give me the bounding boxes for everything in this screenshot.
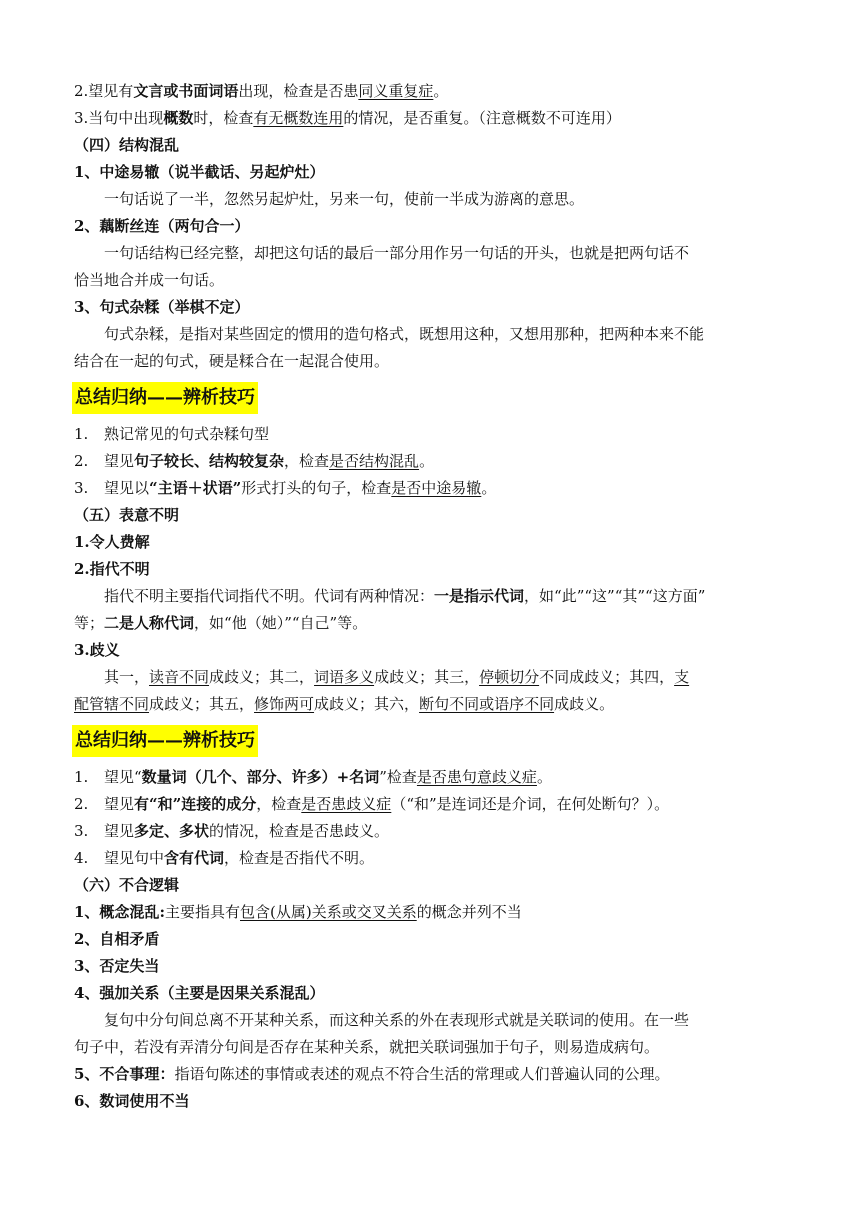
subheading-6-1: 1、概念混乱:主要指具有包含(从属)关系或交叉关系的概念并列不当 [74, 903, 522, 921]
paragraph-5-3-line2: 配管辖不同成歧义；其五，修饰两可成歧义；其六，断句不同或语序不同成歧义。 [74, 695, 615, 713]
paragraph-6-4-line1: 复句中分句间总离不开某种关系，而这种关系的外在表现形式就是关联词的使用。在一些 [104, 1011, 690, 1029]
tip-2-4: 4. 望见句中含有代词，检查是否指代不明。 [74, 849, 375, 867]
paragraph-5-2-line1: 指代不明主要指代词指代不明。代词有两种情况：一是指示代词，如“此”“这”“其”“这方面” [104, 587, 706, 605]
highlight-heading-2: 总结归纳——辨析技巧 [72, 725, 258, 757]
highlight-heading-1: 总结归纳——辨析技巧 [72, 382, 258, 414]
subheading-6-5: 5、不合事理：指语句陈述的事情或表述的观点不符合生活的常理或人们普遍认同的公理。 [74, 1065, 670, 1083]
subheading-5-2: 2.指代不明 [74, 560, 150, 578]
section-4-heading: （四）结构混乱 [74, 136, 180, 154]
subheading-6-3: 3、否定失当 [74, 957, 160, 975]
section-6-heading: （六）不合逻辑 [74, 876, 180, 894]
paragraph-4-3-line2: 结合在一起的句式，硬是糅合在一起混合使用。 [74, 352, 390, 370]
tip-1-1: 1. 熟记常见的句式杂糅句型 [74, 425, 270, 443]
section-5-heading: （五）表意不明 [74, 506, 180, 524]
paragraph-5-3-line1: 其一，读音不同成歧义；其二，词语多义成歧义；其三，停顿切分不同成歧义；其四，支 [104, 668, 690, 686]
paragraph-6-4-line2: 句子中，若没有弄清分句间是否存在某种关系，就把关联词强加于句子，则易造成病句。 [74, 1038, 660, 1056]
subheading-5-1: 1.令人费解 [74, 533, 150, 551]
subheading-4-2: 2、藕断丝连（两句合一） [74, 217, 250, 235]
subheading-6-2: 2、自相矛盾 [74, 930, 160, 948]
paragraph-4-2-line1: 一句话结构已经完整，却把这句话的最后一部分用作另一句话的开头，也就是把两句话不 [104, 244, 690, 262]
subheading-5-3: 3.歧义 [74, 641, 120, 659]
tip-1-2: 2. 望见句子较长、结构较复杂，检查是否结构混乱。 [74, 452, 435, 470]
line-approx-number: 3.当句中出现概数时，检查有无概数连用的情况，是否重复。（注意概数不可连用） [74, 109, 621, 127]
paragraph-4-3-line1: 句式杂糅，是指对某些固定的惯用的造句格式，既想用这种，又想用那种，把两种本来不能 [104, 325, 705, 343]
paragraph-4-2-line2: 恰当地合并成一句话。 [74, 271, 225, 289]
tip-2-1: 1. 望见“数量词（几个、部分、许多）+名词”检查是否患句意歧义症。 [74, 768, 552, 786]
tip-2-3: 3. 望见多定、多状的情况，检查是否患歧义。 [74, 822, 390, 840]
paragraph-5-2-line2: 等；二是人称代词，如“他（她）”“自己”等。 [74, 614, 368, 632]
subheading-4-1: 1、中途易辙（说半截话、另起炉灶） [74, 163, 325, 181]
tip-1-3: 3. 望见以“主语＋状语”形式打头的句子，检查是否中途易辙。 [74, 479, 497, 497]
line-synonym-repeat: 2.望见有文言或书面词语出现，检查是否患同义重复症。 [74, 82, 449, 100]
paragraph-4-1: 一句话说了一半，忽然另起炉灶，另来一句，使前一半成为游离的意思。 [104, 190, 585, 208]
subheading-6-6: 6、数词使用不当 [74, 1092, 190, 1110]
subheading-6-4: 4、强加关系（主要是因果关系混乱） [74, 984, 325, 1002]
subheading-4-3: 3、句式杂糅（举棋不定） [74, 298, 250, 316]
tip-2-2: 2. 望见有“和”连接的成分，检查是否患歧义症（“和”是连词还是介词，在何处断句？）。 [74, 795, 670, 813]
